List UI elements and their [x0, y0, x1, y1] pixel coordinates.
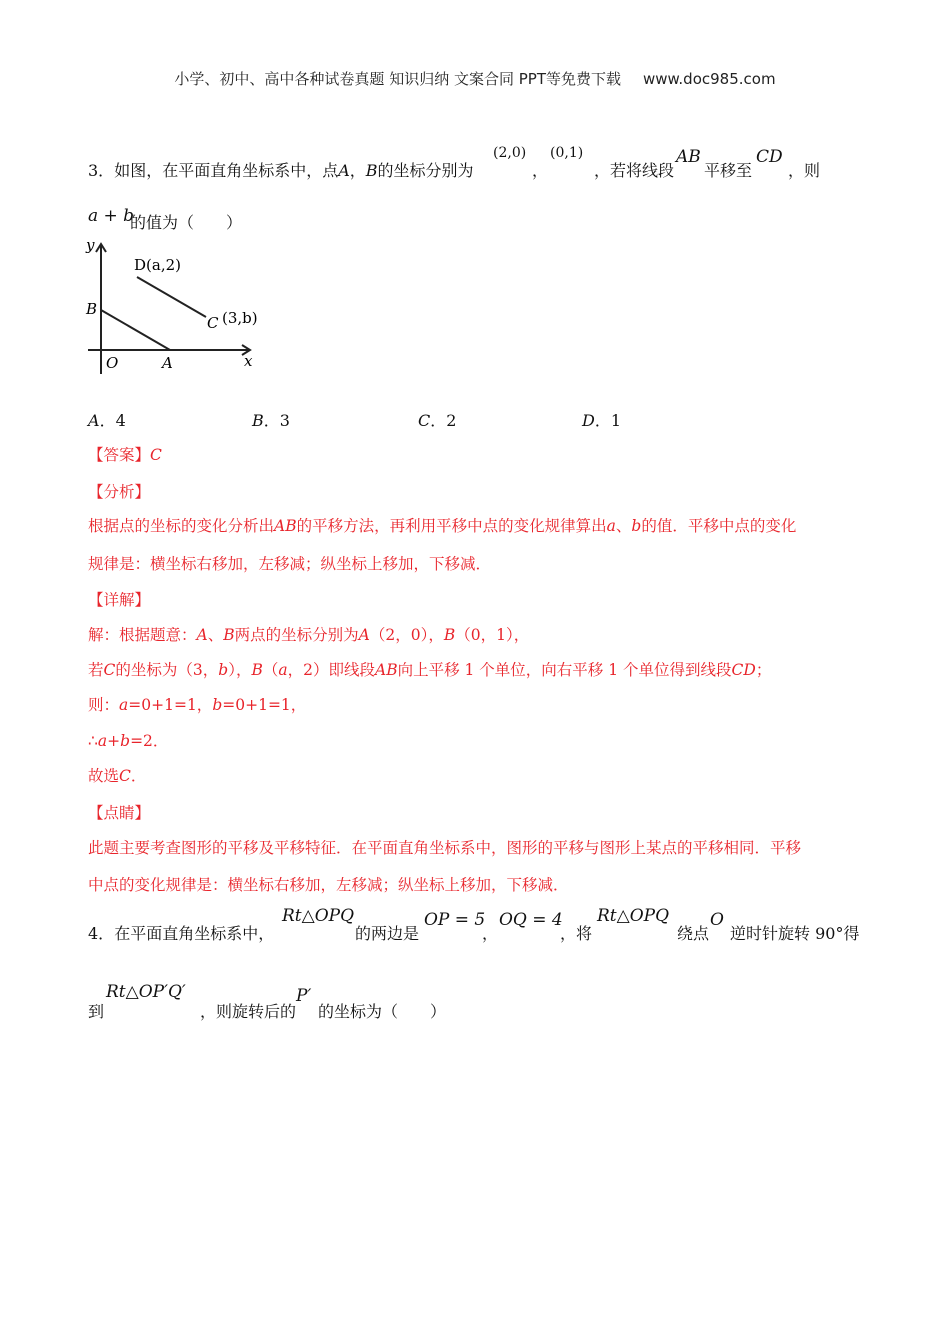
answer-line: [88, 443, 162, 465]
answer-value: C: [150, 446, 162, 464]
axis-x-label: x: [244, 352, 253, 370]
q3-expr: a + b: [88, 206, 135, 226]
q3-option-c[interactable]: C．2: [418, 411, 457, 430]
detail-line2: 若C的坐标为（3，b），B（a，2）即线段AB向上平移 1 个单位，向右平移 1 个单位得到线段CD；: [88, 661, 772, 679]
analysis-line2: 规律是：横坐标右移加，左移减；纵坐标上移加，下移减．: [88, 555, 492, 573]
q4-point-o: O: [710, 910, 724, 930]
q4-eq-oq: OQ = 4: [499, 910, 563, 930]
header-text: 小学、初中、高中各种试卷真题 知识归纳 文案合同 PPT等免费下载: [174, 70, 621, 88]
q4-stem-line1: 4．在平面直角坐标系中，: [88, 924, 275, 943]
comment-line2: 中点的变化规律是：横坐标右移加，左移减；纵坐标上移加，下移减．: [88, 876, 569, 894]
q3-seg-cd: CD: [756, 147, 783, 167]
detail-line5: 故选C．: [88, 767, 147, 785]
segment-cd: [137, 277, 206, 317]
detail-label: 【详解】: [88, 591, 151, 609]
q4-eq-op: OP = 5: [424, 910, 486, 930]
q3-figure: [84, 236, 264, 376]
segment-ab: [101, 310, 170, 350]
q4-triangle-3: Rt△OP′Q′: [106, 982, 186, 1002]
q3-option-b[interactable]: B．3: [252, 411, 290, 430]
q4-triangle-1: Rt△OPQ: [282, 906, 355, 926]
analysis-label: 【分析】: [88, 483, 151, 501]
q3-coord-b: (0,1): [550, 145, 584, 161]
analysis-line1: 根据点的坐标的变化分析出AB的平移方法，再利用平移中点的变化规律算出a、b的值．平移中点的变化: [88, 517, 797, 535]
point-c-coord: (3,b): [222, 309, 258, 327]
q4-number: 4．: [88, 924, 115, 943]
comment-label: 【点睛】: [88, 804, 151, 822]
comment-line1: 此题主要考查图形的平移及平移特征．在平面直角坐标系中，图形的平移与图形上某点的平移相同．平移: [88, 839, 802, 857]
header-url[interactable]: www.doc985.com: [642, 70, 776, 88]
q3-option-a[interactable]: A．4: [88, 411, 126, 430]
q3-option-d[interactable]: D．1: [582, 411, 622, 430]
q4-triangle-2: Rt△OPQ: [597, 906, 670, 926]
point-b-label: B: [86, 300, 98, 318]
q3-number: 3．: [88, 161, 115, 180]
detail-line4: ∴a+b=2．: [88, 732, 169, 750]
q4-point-p-prime: P′: [296, 986, 312, 1006]
detail-line1: 解：根据题意：A、B两点的坐标分别为A（2，0），B（0，1），: [88, 626, 530, 644]
q3-stem-line1: 3．如图，在平面直角坐标系中，点A，B的坐标分别为: [88, 161, 474, 180]
q3-seg-ab: AB: [676, 147, 701, 167]
point-c-label: C: [207, 314, 219, 332]
origin-label: O: [106, 354, 119, 372]
point-d-label: D(a,2): [134, 256, 181, 274]
q3-coord-a: (2,0): [493, 145, 527, 161]
axis-y-label: y: [86, 236, 95, 254]
answer-label: 【答案】: [88, 446, 151, 464]
point-a-label: A: [162, 354, 173, 372]
detail-line3: 则：a=0+1=1，b=0+1=1，: [88, 696, 307, 714]
page-header: [0, 68, 950, 89]
